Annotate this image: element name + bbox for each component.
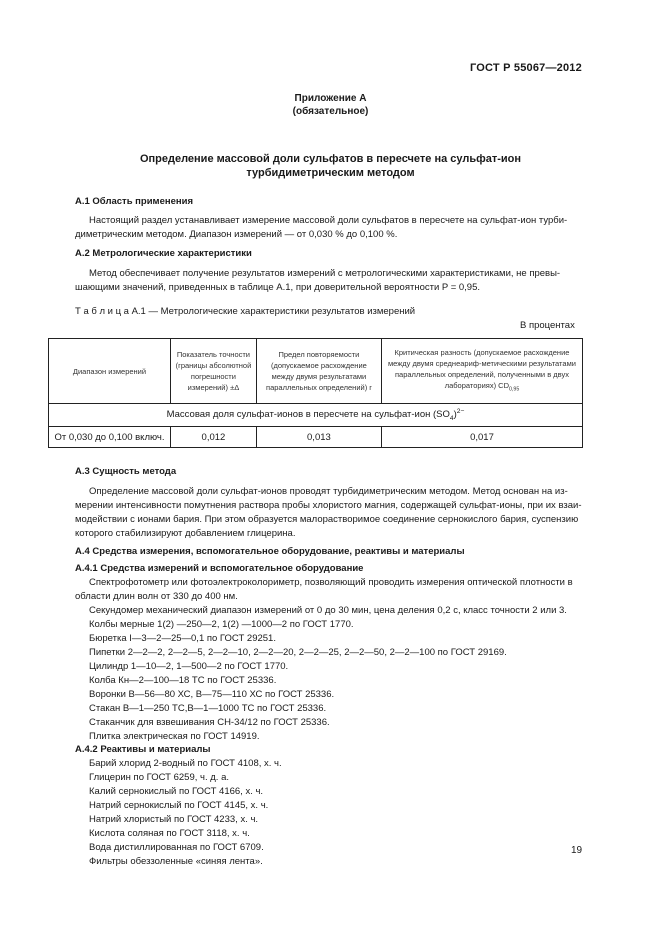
table-unit: В процентах <box>520 320 575 331</box>
equipment-item: Цилиндр 1—10—2, 1—500—2 по ГОСТ 1770. <box>89 661 289 672</box>
equipment-item: Колба Кн—2—100—18 ТС по ГОСТ 25336. <box>89 675 277 686</box>
section-a1-line-1: Настоящий раздел устанавливает измерение массовой доли сульфатов в пересчете на сульфат-ион турби- <box>89 215 568 226</box>
table-caption: Т а б л и ц а А.1 — Метрологические характеристики результатов измерений <box>75 306 416 317</box>
header-critical-difference-text: Критическая разность (допускаемое расхождение между двумя среднеариф-метическими результатами параллельных определений, полученными в двух лабораториях) CD <box>388 347 576 390</box>
section-a42-heading: А.4.2 Реактивы и материалы <box>75 744 211 755</box>
page-number: 19 <box>571 845 583 856</box>
section-a3-line-2: мерении интенсивности помутнения раствора пробы хлористого магния, содержащей сульфат-ионы, при их взаи- <box>75 500 582 511</box>
subheader-end: ) <box>453 409 457 421</box>
equipment-item: области длин волн от 330 до 400 нм. <box>75 591 238 602</box>
equipment-item: Секундомер механический диапазон измерений от 0 до 30 мин, цена деления 0,2 с, класс точности 2 или 3. <box>89 605 567 616</box>
equipment-item: Пипетки 2—2—2, 2—2—5, 2—2—10, 2—2—20, 2—2—25, 2—2—50, 2—2—100 по ГОСТ 29169. <box>89 647 507 658</box>
cell-range: От 0,030 до 0,100 включ. <box>49 427 171 448</box>
main-title-line-1: Определение массовой доли сульфатов в пересчете на сульфат-ион <box>139 153 522 165</box>
reagent-item: Калий сернокислый по ГОСТ 4166, х. ч. <box>89 786 264 797</box>
subheader-sub: 4 <box>449 415 454 423</box>
table-subheader-row <box>49 404 583 427</box>
appendix-heading <box>0 92 661 118</box>
metrology-table <box>48 338 583 448</box>
reagent-item: Натрий сернокислый по ГОСТ 4145, х. ч. <box>89 800 269 811</box>
table-header-row <box>49 339 583 404</box>
reagent-item: Глицерин по ГОСТ 6259, ч. д. а. <box>89 772 229 783</box>
subheader-sup: 2− <box>456 407 465 415</box>
section-a41-heading: А.4.1 Средства измерений и вспомогательное оборудование <box>75 563 364 574</box>
reagent-item: Кислота соляная по ГОСТ 3118, х. ч. <box>89 828 250 839</box>
section-a2-line-1: Метод обеспечивает получение результатов измерений с метрологическими характеристиками, не превы- <box>89 268 561 279</box>
equipment-item: Спектрофотометр или фотоэлектроколориметр, позволяющий проводить измерения оптической плотности в <box>89 577 573 588</box>
section-a3-line-1: Определение массовой доли сульфат-ионов проводят турбидиметрическим методом. Метод основан на из- <box>89 486 568 497</box>
equipment-item: Бюретка I—3—2—25—0,1 по ГОСТ 29251. <box>89 633 276 644</box>
equipment-item: Стаканчик для взвешивания СН-34/12 по ГОСТ 25336. <box>89 717 330 728</box>
section-a1-heading: А.1 Область применения <box>75 196 194 207</box>
table-subheader <box>49 404 583 427</box>
section-a2-line-2: шающими значений, приведенных в таблице А.1, при доверительной вероятности P = 0,95. <box>75 282 481 293</box>
reagent-item: Фильтры обеззоленные «синяя лента». <box>89 856 263 867</box>
document-code: ГОСТ Р 55067—2012 <box>470 62 582 74</box>
equipment-item: Плитка электрическая по ГОСТ 14919. <box>89 731 260 742</box>
reagent-item: Вода дистиллированная по ГОСТ 6709. <box>89 842 264 853</box>
equipment-item: Воронки В—56—80 ХС, В—75—110 ХС по ГОСТ 25336. <box>89 689 335 700</box>
equipment-item: Колбы мерные 1(2) —250—2, 1(2) —1000—2 по ГОСТ 1770. <box>89 619 354 630</box>
reagent-item: Барий хлорид 2-водный по ГОСТ 4108, х. ч. <box>89 758 282 769</box>
cell-accuracy: 0,012 <box>170 427 256 448</box>
section-a3-line-4: которого стабилизируют добавлением глицерина. <box>75 528 296 539</box>
header-critical-difference-sub: 0,95 <box>509 386 520 393</box>
main-title-line-2: турбидиметрическим методом <box>246 167 415 179</box>
header-repeatability: Предел повторяемости (допускаемое расхождение между двумя результатами параллельных определений) r <box>256 339 381 404</box>
header-critical-difference <box>381 339 582 404</box>
appendix-title: Приложение А <box>294 93 367 104</box>
section-a2-heading: А.2 Метрологические характеристики <box>75 248 252 259</box>
section-a1-line-2: диметрическим методом. Диапазон измерений — от 0,030 % до 0,100 %. <box>75 229 398 240</box>
section-a4-heading: А.4 Средства измерения, вспомогательное оборудование, реактивы и материалы <box>75 546 465 557</box>
cell-critical-difference: 0,017 <box>381 427 582 448</box>
header-range: Диапазон измерений <box>49 339 171 404</box>
reagent-item: Натрий хлористый по ГОСТ 4233, х. ч. <box>89 814 259 825</box>
cell-repeatability: 0,013 <box>256 427 381 448</box>
subheader-text: Массовая доля сульфат-ионов в пересчете на сульфат-ион (SO <box>166 409 450 421</box>
table-row <box>49 427 583 448</box>
main-title <box>0 152 661 180</box>
section-a3-line-3: модействии с ионами бария. При этом образуется малорастворимое соединение сернокислого бария, суспензию <box>75 514 579 525</box>
section-a3-heading: А.3 Сущность метода <box>75 466 177 477</box>
header-accuracy: Показатель точности (границы абсолютной погрешности измерений) ±Δ <box>170 339 256 404</box>
equipment-item: Стакан В—1—250 ТС,В—1—1000 ТС по ГОСТ 25336. <box>89 703 327 714</box>
appendix-note: (обязательное) <box>292 106 369 117</box>
